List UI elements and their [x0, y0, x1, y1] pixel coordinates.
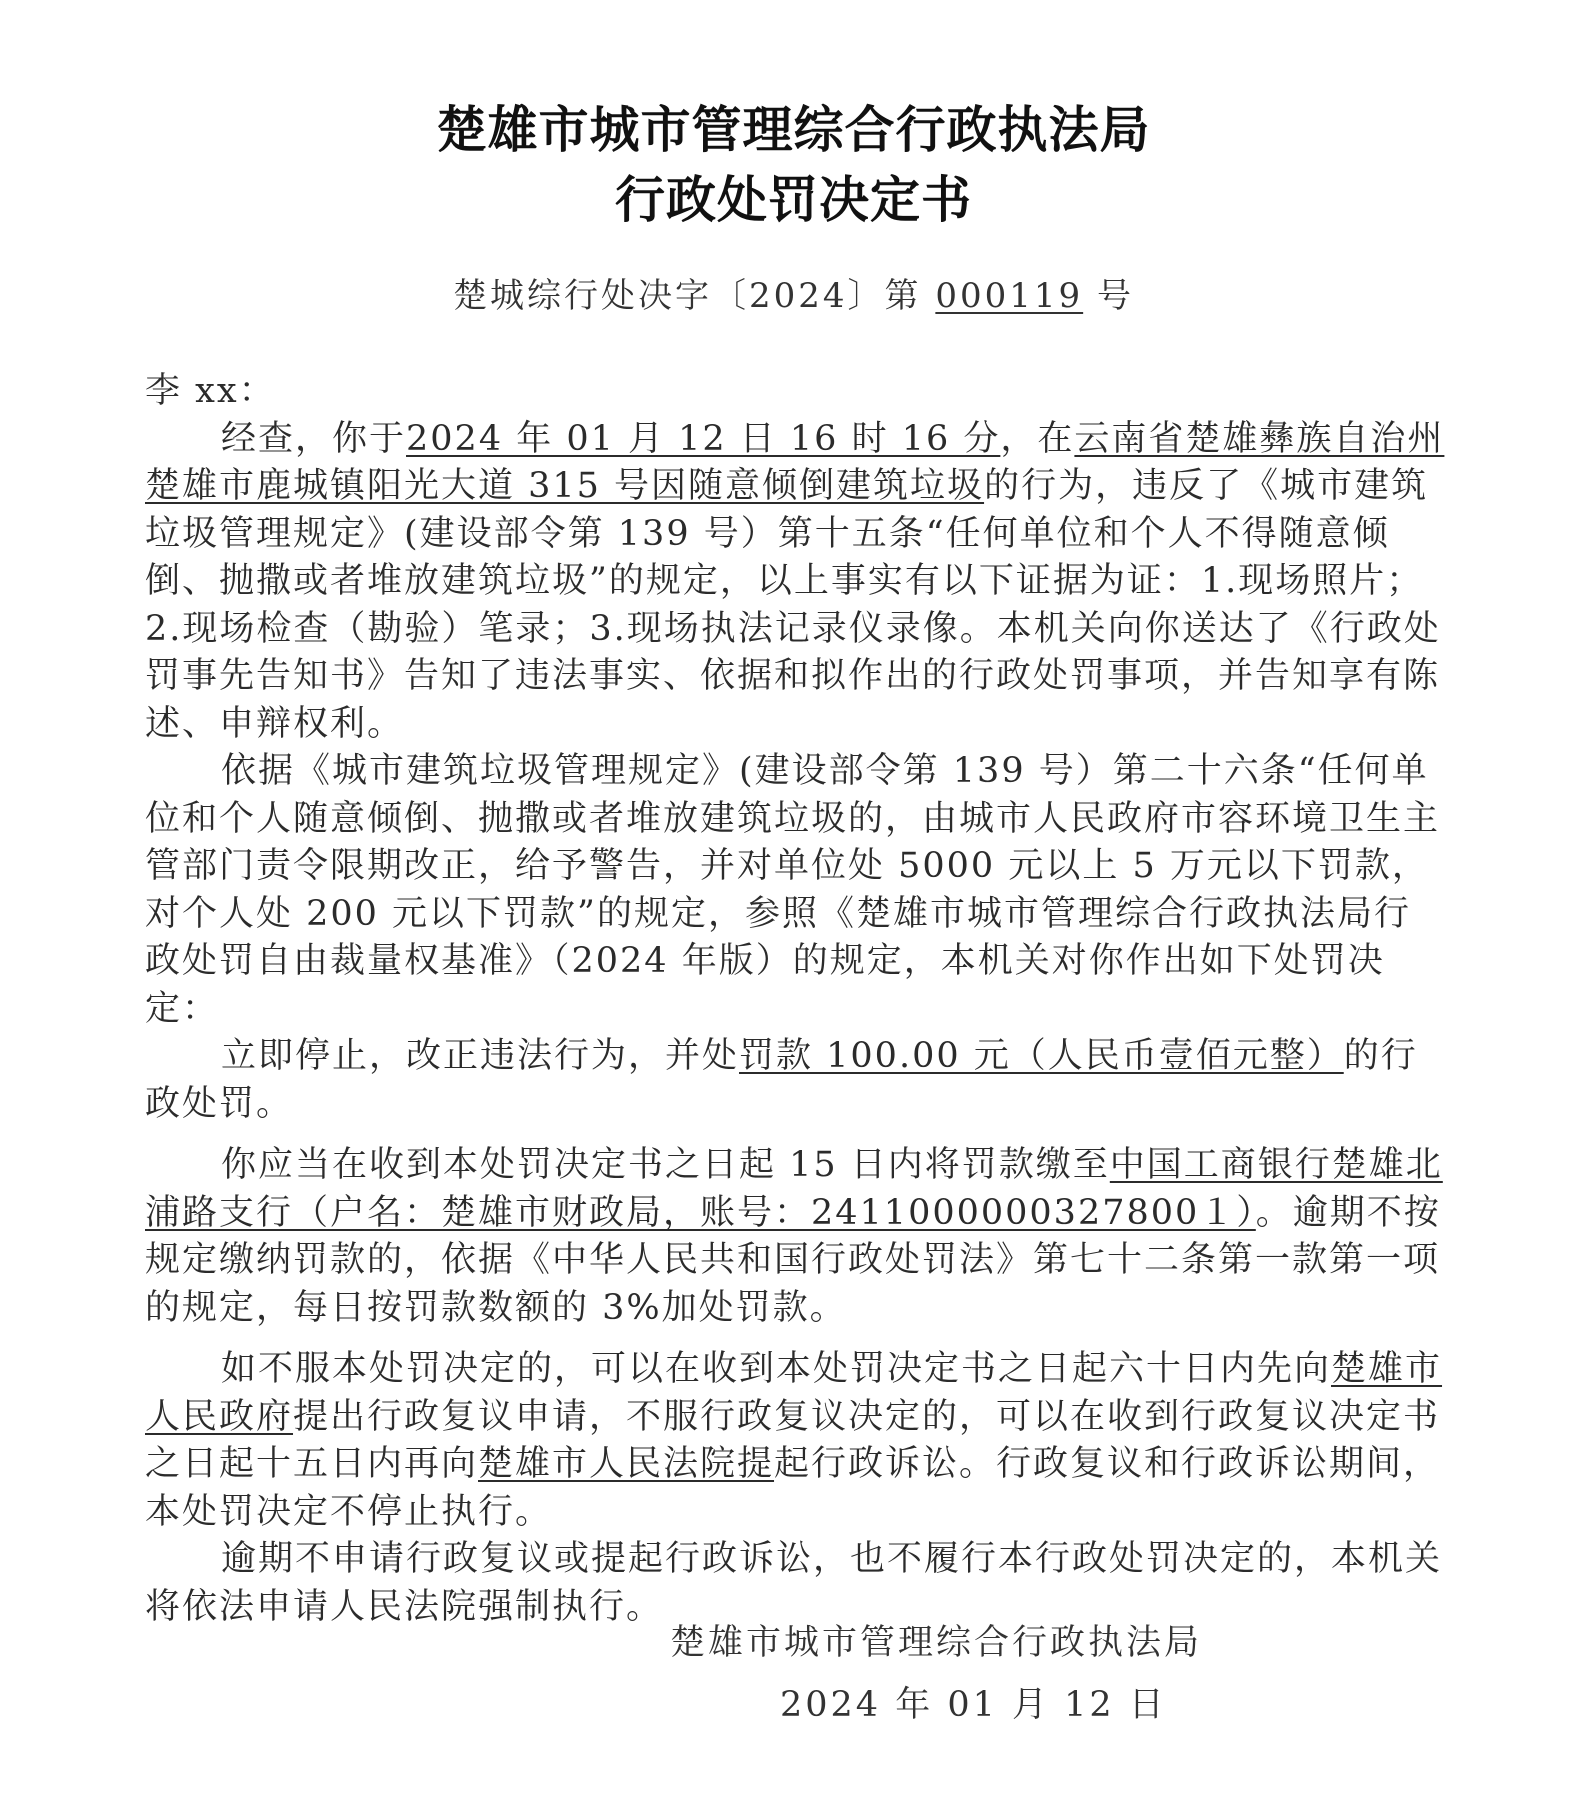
fine-amount: 罚款 100.00 元（人民币壹佰元整） — [739, 1036, 1344, 1076]
violation-time: 2024 年 01 月 12 日 16 时 16 分 — [406, 418, 1001, 459]
document-number-suffix: 号 — [1096, 276, 1134, 316]
court-name: 楚雄市人民法院提 — [478, 1444, 775, 1484]
payment-account: 中国工商银行楚雄北浦路支行（户名：楚雄市财政局，账号：2411000000327800１） — [145, 1145, 1443, 1233]
issuer-title: 楚雄市城市管理综合行政执法局 — [436, 100, 1151, 159]
signature-date: 2024 年 01 月 12 日 — [780, 1685, 1167, 1725]
document-number-prefix: 楚城综行处决字〔2024〕第 — [453, 276, 922, 316]
paragraph-decision — [145, 1033, 1445, 1128]
paragraph-appeal — [145, 1346, 1445, 1536]
text-span: 你应当在收到本处罚决定书之日起 15 日内将罚款缴至 — [221, 1145, 1110, 1185]
document-number: 000119 — [935, 276, 1084, 316]
text-span: 的行政处罚。 — [145, 1036, 1418, 1124]
text-span: 立即停止，改正违法行为，并处 — [221, 1036, 740, 1076]
paragraph-payment — [145, 1142, 1445, 1332]
recipient: 李 xx： — [145, 371, 276, 411]
review-authority: 楚雄市人民政府 — [145, 1349, 1443, 1437]
document-body — [145, 368, 1445, 1631]
paragraph-legal-basis: 依据《城市建筑垃圾管理规定》(建设部令第 139 号）第二十六条“任何单位和个人随意倾倒、抛撒或者堆放建筑垃圾的，由城市人民政府市容环境卫生主管部门责令限期改正，给予警告，并对单位处 5000 元以上 5 万元以下罚款，对个人处 200 元以下罚款”的规定，参照《楚雄市城市管理综合行政执法局行政处罚自由裁量权基准》（2024 年版）的规定，本机关对你作出如下处罚决定： — [145, 751, 1441, 1029]
text-span: 的行为，违反了《城市建筑垃圾管理规定》(建设部令第 139 号）第十五条“任何单位和个人不得随意倾倒、抛撒或者堆放建筑垃圾”的规定，以上事实有以下证据为证：1.现场照片；2.现场检查（勘验）笔录；3.现场执法记录仪录像。本机关向你送达了《行政处罚事先告知书》告知了违法事实、依据和拟作出的行政处罚事项，并告知享有陈述、申辩权利。 — [145, 466, 1441, 744]
text-span: 提出行政复议申请，不服行政复议决定的，可以在收到行政复议决定书之日起十五日内再向 — [145, 1396, 1441, 1484]
paragraph-facts — [145, 416, 1445, 749]
text-span: 经查，你于 — [221, 418, 407, 459]
paragraph-enforcement: 逾期不申请行政复议或提起行政诉讼，也不履行本行政处罚决定的，本机关将依法申请人民法院强制执行。 — [145, 1539, 1443, 1627]
text-span: 如不服本处罚决定的，可以在收到本处罚决定书之日起六十日内先向 — [221, 1349, 1332, 1389]
text-span: ，在 — [1000, 418, 1075, 459]
document-number-line — [0, 268, 1587, 317]
signature-org: 楚雄市城市管理综合行政执法局 — [670, 1623, 1203, 1663]
document-title: 行政处罚决定书 — [615, 170, 972, 229]
violation-location: 云南省楚雄彝族自治州楚雄市鹿城镇阳光大道 315 号因随意倾倒建筑垃圾 — [145, 418, 1445, 506]
text-span: 。逾期不按规定缴纳罚款的，依据《中华人民共和国行政处罚法》第七十二条第一款第一项的规定，每日按罚款数额的 3%加处罚款。 — [145, 1192, 1441, 1328]
text-span: 起行政诉讼。行政复议和行政诉讼期间，本处罚决定不停止执行。 — [145, 1444, 1441, 1532]
